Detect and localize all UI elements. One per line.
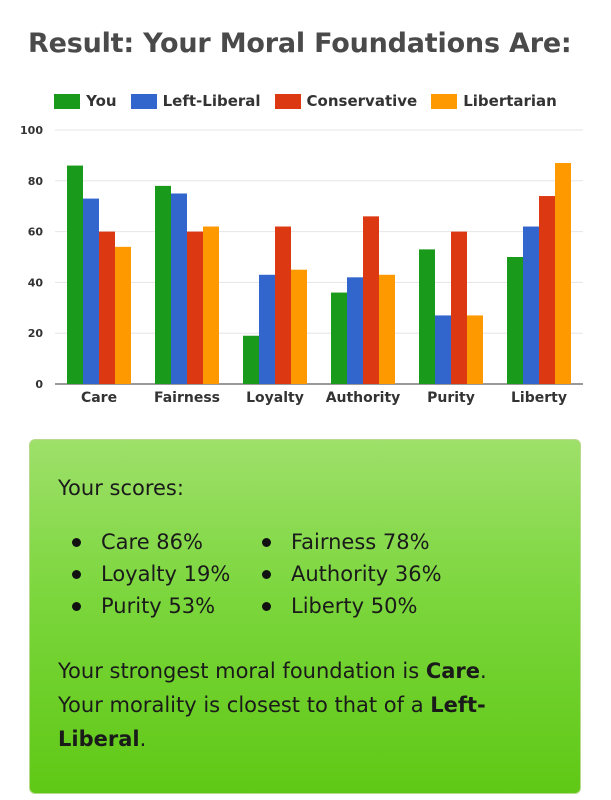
bar-conservative-fairness [187,232,203,384]
y-tick-label: 20 [27,327,43,341]
legend-item-left-liberal [131,92,261,110]
y-tick-label: 60 [27,225,43,239]
legend-label-libertarian: Libertarian [463,92,557,110]
bar-left-liberal-fairness [171,194,187,385]
bar-libertarian-purity [467,315,483,384]
bar-you-fairness [155,186,171,384]
closest-prefix: Your morality is closest to that of a [58,693,431,717]
y-tick-label: 80 [27,174,43,188]
bar-you-authority [331,293,347,384]
legend-item-you [54,92,116,110]
result-summary [58,654,552,756]
score-text: Authority 36% [291,562,442,586]
legend-label-conservative: Conservative [306,92,418,110]
bar-libertarian-authority [379,275,395,384]
bar-conservative-purity [451,232,467,384]
bar-left-liberal-loyalty [259,275,275,384]
x-tick-label: Fairness [153,390,221,406]
x-tick-label: Authority [325,390,401,406]
bar-conservative-authority [363,216,379,384]
bar-you-care [67,166,83,384]
score-text: Liberty 50% [291,594,418,618]
y-tick-label: 100 [20,124,43,137]
page-title: Result: Your Moral Foundations Are: [28,28,572,59]
legend-swatch-you [54,94,80,109]
x-tick-label: Purity [427,390,475,406]
bar-left-liberal-authority [347,277,363,384]
legend-item-libertarian [431,92,557,110]
bar-left-liberal-purity [435,315,451,384]
bullet-icon [262,570,271,579]
legend-label-you: You [86,92,117,110]
y-tick-label: 0 [35,378,43,391]
strongest-prefix: Your strongest moral foundation is [58,659,426,683]
closest-suffix: . [139,727,147,751]
x-tick-label: Liberty [511,390,567,406]
score-text: Fairness 78% [291,530,430,554]
score-item [58,562,248,586]
legend-item-conservative [275,92,418,110]
x-tick-label: Loyalty [246,390,304,406]
bullet-icon [72,570,81,579]
score-text: Purity 53% [101,594,216,618]
bar-conservative-liberty [539,196,555,384]
bar-conservative-loyalty [275,227,291,384]
scores-heading: Your scores: [58,476,184,500]
score-text: Loyalty 19% [101,562,231,586]
bullet-icon [262,538,271,547]
bar-left-liberal-care [83,199,99,384]
legend-swatch-libertarian [431,94,457,109]
score-item [248,562,448,586]
score-item [248,530,448,554]
scores-list [58,530,552,618]
legend-label-left-liberal: Left-Liberal [162,92,261,110]
score-item [248,594,448,618]
strongest-foundation: Care [425,659,481,683]
bar-libertarian-loyalty [291,270,307,384]
bar-libertarian-liberty [555,163,571,384]
strongest-suffix: . [480,659,487,683]
bar-you-loyalty [243,336,259,384]
bar-left-liberal-liberty [523,227,539,384]
score-item [58,594,248,618]
chart-legend [0,92,611,110]
bullet-icon [262,602,271,611]
result-box [29,439,581,794]
bar-libertarian-care [115,247,131,384]
bar-you-liberty [507,257,523,384]
bar-libertarian-fairness [203,227,219,384]
y-tick-label: 40 [27,276,43,290]
score-text: Care 86% [101,530,203,554]
closest-group: Left-Liberal [58,693,486,751]
bullet-icon [72,602,81,611]
score-item [58,530,248,554]
x-tick-label: Care [80,390,118,406]
bar-conservative-care [99,232,115,384]
bar-chart [0,118,611,418]
legend-swatch-left-liberal [131,94,157,109]
legend-swatch-conservative [275,94,301,109]
bar-you-purity [419,249,435,384]
bullet-icon [72,538,81,547]
